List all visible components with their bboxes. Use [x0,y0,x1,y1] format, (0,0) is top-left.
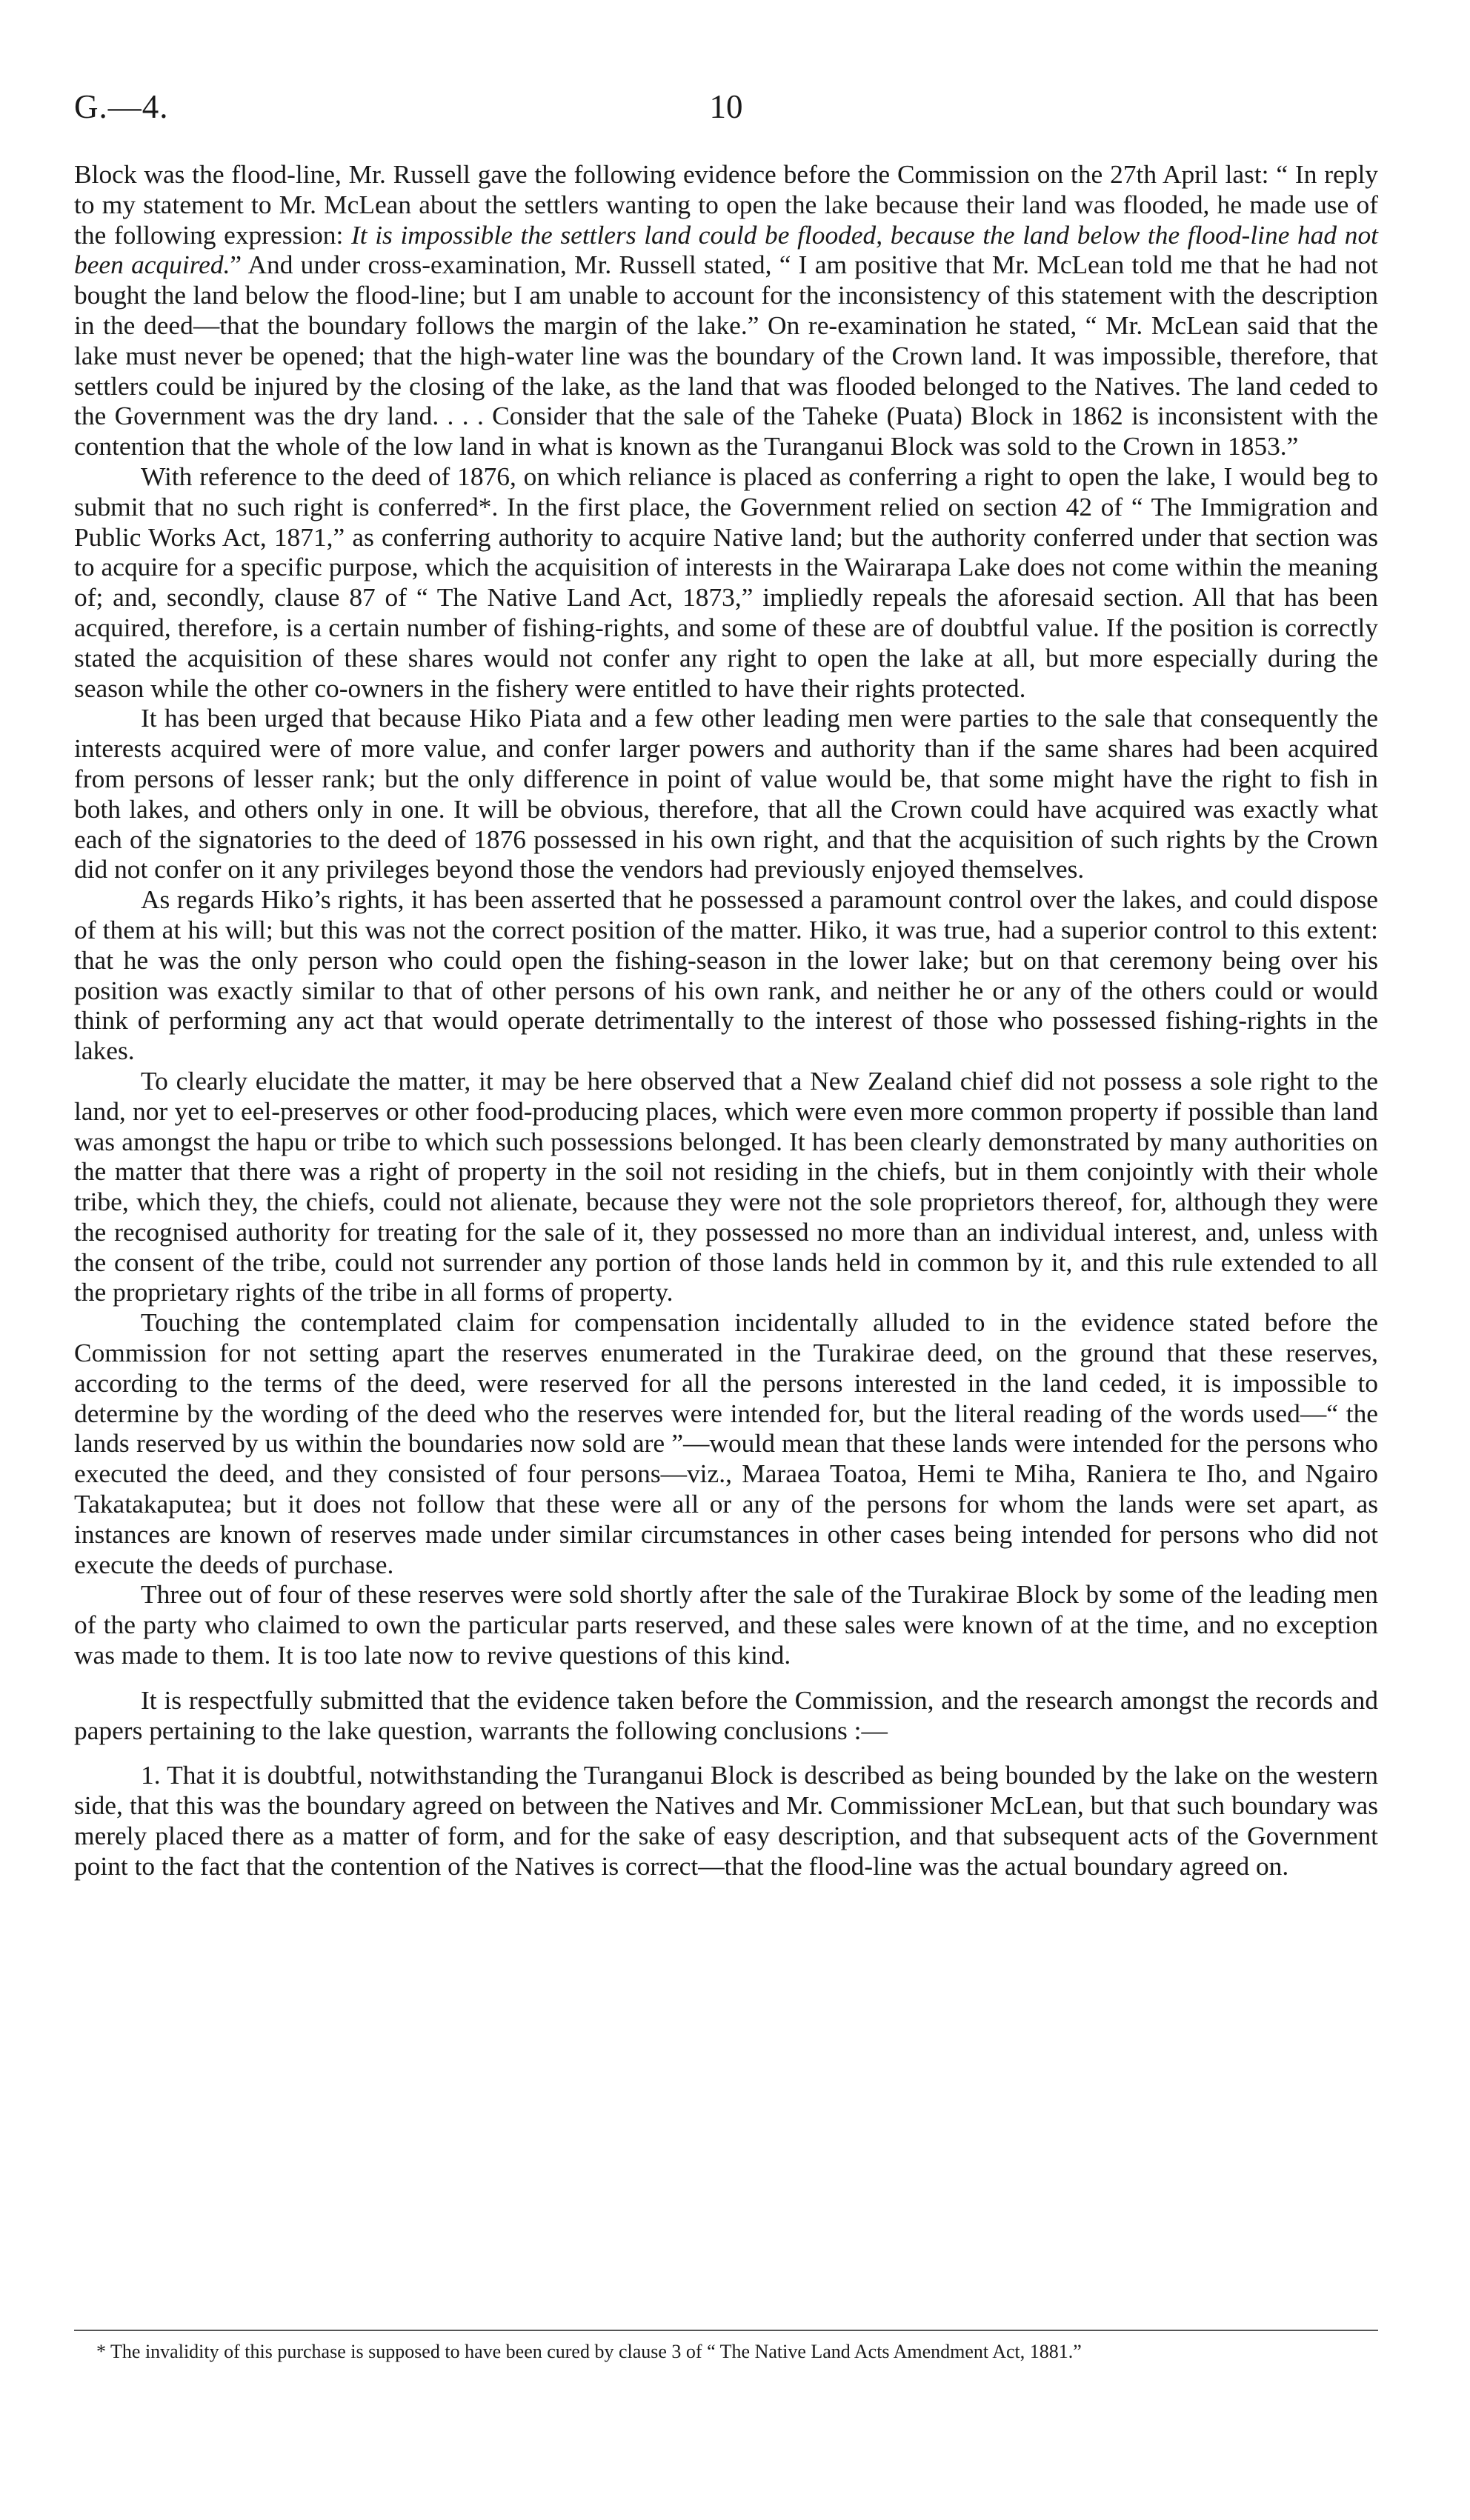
footnote: * The invalidity of this purchase is supposed to have been cured by clause 3 of “ The Native Land Acts Amendment Act, 1881.” [96,2341,1082,2362]
paragraph-reserves-sold: Three out of four of these reserves were sold shortly after the sale of the Turakirae Block by some of the leading men of the party who claimed to own the particular parts reserved, and these sales were known of at the time, and no exception was made to them. It is too late now to revive questions of this kind. [74,1579,1378,1670]
paragraph-russell-evidence: Block was the flood-line, Mr. Russell gave the following evidence before the Commission on the 27th April last: “ In reply to my statement to Mr. McLean about the settlers wanting to open the lake because their land was flooded, he made use of the following expression: It is impossible the settlers land could be flooded, because the land below the flood-line had not been acquired.” And under cross-examination, Mr. Russell stated, “ I am positive that Mr. McLean told me that he had not bought the land below the flood-line; but I am unable to account for the inconsistency of this statement with the description in the deed—that the boundary follows the margin of the lake.” On re-examination he stated, “ Mr. McLean said that the lake must never be opened; that the high-water line was the boundary of the Crown land. It was impossible, therefore, that settlers could be injured by the closing of the lake, as the land that was flooded belonged to the Natives. The land ceded to the Government was the dry land. . . . Consider that the sale of the Taheke (Puata) Block in 1862 is inconsistent with the contention that the whole of the low land in what is known as the Turanganui Block was sold to the Crown in 1853.” [74,159,1378,461]
paragraph-conclusion-1: 1. That it is doubtful, notwithstanding the Turanganui Block is described as being bounded by the lake on the western side, that this was the boundary agreed on between the Natives and Mr. Commissioner McLean, but that such boundary was merely placed there as a matter of form, and for the sake of easy description, and that subsequent acts of the Government point to the fact that the contention of the Natives is correct—that the flood-line was the actual boundary agreed on. [74,1760,1378,1881]
paragraph-conclusions-intro: It is respectfully submitted that the evidence taken before the Commission, and the research amongst the records and papers pertaining to the lake question, warrants the following conclusions :— [74,1684,1378,1745]
page-number: 10 [709,88,743,125]
paragraph-turakirae-reserves: Touching the contemplated claim for compensation incidentally alluded to in the evidence stated before the Commission for not setting apart the reserves enumerated in the Turakirae deed, on the ground that these reserves, according to the terms of the deed, were reserved for all the persons interested in the land ceded, it is impossible to determine by the wording of the deed who the reserves were intended for, but the literal reading of the words used—“ the lands reserved by us within the boundaries now sold are ”—would mean that these lands were intended for the persons who executed the deed, and they consisted of four persons—viz., Maraea Toatoa, Hemi te Miha, Raniera te Iho, and Ngairo Takatakaputea; but it does not follow that these were all or any of the persons for whom the lands were set apart, as instances are known of reserves made under similar circumstances in other cases being intended for persons who did not execute the deeds of purchase. [74,1307,1378,1579]
paragraph-hiko-piata: It has been urged that because Hiko Piata and a few other leading men were parties to the sale that consequently the interests acquired were of more value, and confer larger powers and authority than if the same shares had been acquired from persons of lesser rank; but the only difference in point of value would be, that some might have the right to fish in both lakes, and others only in one. It will be obvious, therefore, that all the Crown could have acquired was exactly what each of the signatories to the deed of 1876 possessed in his own right, and that the acquisition of such rights by the Crown did not confer on it any privileges beyond those the vendors had previously enjoyed themselves. [74,703,1378,884]
quoted-expression: It is impossible the settlers land could be flooded, because the land below the flood-line had not been acquired. [74,219,1378,280]
document-code: G.—4. [74,88,169,125]
paragraph-chief-rights: To clearly elucidate the matter, it may be here observed that a New Zealand chief did not possess a sole right to the land, nor yet to eel-preserves or other food-producing places, which were even more common property if possible than land was amongst the hapu or tribe to which such possessions belonged. It has been clearly demonstrated by many authorities on the matter that there was a right of property in the soil not residing in the chiefs, but in them conjointly with their whole tribe, which they, the chiefs, could not alienate, because they were not the sole proprietors thereof, for, although they were the recognised authority for treating for the sale of it, they possessed no more than an individual interest, and, unless with the consent of the tribe, could not surrender any portion of those lands held in common by it, and this rule extended to all the proprietary rights of the tribe in all forms of property. [74,1065,1378,1307]
body-text [74,159,1378,1881]
paragraph-deed-1876: With reference to the deed of 1876, on which reliance is placed as conferring a right to open the lake, I would beg to submit that no such right is conferred*. In the first place, the Government relied on section 42 of “ The Immigration and Public Works Act, 1871,” as conferring authority to acquire Native land; but the authority conferred under that section was to acquire for a specific purpose, which the acquisition of interests in the Wairarapa Lake does not come within the meaning of; and, secondly, clause 87 of “ The Native Land Act, 1873,” impliedly repeals the aforesaid section. All that has been acquired, therefore, is a certain number of fishing-rights, and some of these are of doubtful value. If the position is correctly stated the acquisition of these shares would not confer any right to open the lake at all, but more especially during the season while the other co-owners in the fishery were entitled to have their rights protected. [74,461,1378,703]
page-header [74,87,1378,132]
footnote-divider [74,2330,1378,2331]
paragraph-hiko-rights: As regards Hiko’s rights, it has been asserted that he possessed a paramount control over the lakes, and could dispose of them at his will; but this was not the correct position of the matter. Hiko, it was true, had a superior control to this extent: that he was the only person who could open the fishing-season in the lower lake; but on that ceremony being over his position was exactly similar to that of other persons of his own rank, and neither he or any of the others could or would think of performing any act that would operate detrimentally to the interest of those who possessed fishing-rights in the lakes. [74,884,1378,1066]
